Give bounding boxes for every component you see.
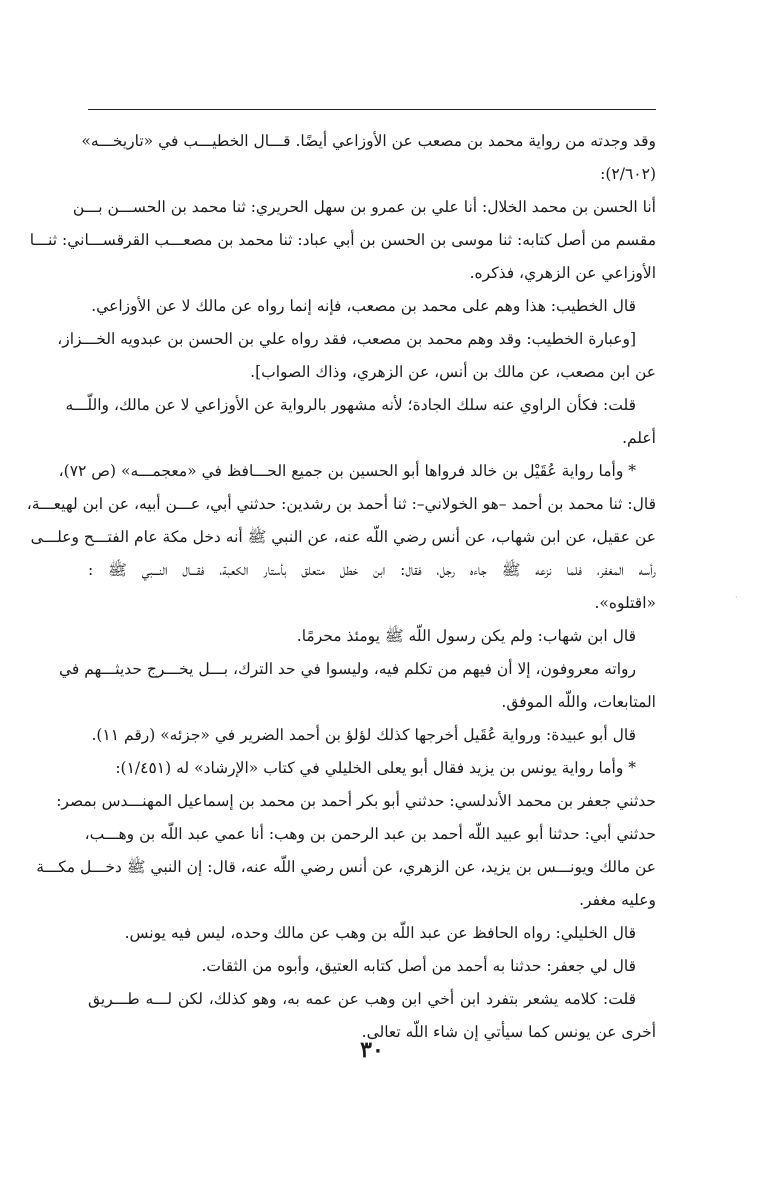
text-line: عن ابن مصعب، عن مالك بن أنس، عن الزهري، وذاك الصواب]. [250,363,656,381]
text-line: عن مالك ويونـــس بن يزيد، عن الزهري، عن أنس رضي اللّه عنه، قال: إن النبي ﷺ دخـــل مكـــة [36,858,656,876]
text-line: قلت: كلامه يشعر بتفرد ابن أخي ابن وهب عن عمه به، وهو كذلك، لكن لـــه طـــريق [88,990,636,1008]
text-line: «اقتلوه». [594,594,656,612]
text-line: رواته معروفون، إلا أن فيهم من تكلم فيه، وليسوا في حد الترك، بـــل يخـــرج حديثـــهم في [58,660,636,678]
text-line: * وأما رواية عُقَيْل بن خالد فرواها أبو الحسين بن جميع الحـــافظ في «معجمـــه» (ص ٧٢)، [58,462,636,480]
text-line: (٢/٦٠٢): [600,165,656,183]
margin-mark: · [735,593,738,602]
text-line: مقسم من أصل كتابه: ثنا موسى بن الحسن بن أبي عباد: ثنا محمد بن مصعـــب القرقســـاني: ثنـــا [29,231,656,249]
text-line: قال: ثنا محمد بن أحمد –هو الخولاني–: ثنا أحمد بن رشدين: حدثني أبي، عـــن أبيه، عن ابن لهيعـــة، [26,495,656,513]
text-line: [وعبارة الخطيب: وقد وهم محمد بن مصعب، فقد رواه علي بن الحسن بن عبدويه الخـــزاز، [57,330,636,348]
text-line: رأسه المغفر، فلما نزعه ﷺ جاءه رجل، فقال: ابن خطل متعلق بأستار الكعبة، فقـــال النـــبي ﷺ : [88,561,656,579]
text-line: * وأما رواية يونس بن يزيد فقال أبو يعلى الخليلي في كتاب «الإرشاد» له (١/٤٥١): [115,759,636,777]
document-page [26,95,656,1095]
text-line: قال أبو عبيدة: ورواية عُقَيل أخرجها كذلك لؤلؤ بن أحمد الضرير في «جزئه» (رقم ١١). [91,726,636,744]
text-line: حدثني أبي: حدثنا أبو عبيد اللّه أحمد بن عبد الرحمن بن وهب: أنا عمي عبد اللّه بن وهـــب، [84,825,656,843]
text-line: قلت: فكأن الراوي عنه سلك الجادة؛ لأنه مشهور بالرواية عن الأوزاعي لا عن مالك، واللّـــه [65,396,636,414]
text-line: وقد وجدته من رواية محمد بن مصعب عن الأوزاعي أيضًا. قـــال الخطيـــب في «تاريخـــه» [81,132,656,150]
text-line: قال ابن شهاب: ولم يكن رسول اللّه ﷺ يومئذ محرمًا. [296,627,636,645]
text-line: المتابعات، واللّه الموفق. [501,693,656,711]
text-line: وعليه مغفر. [579,891,656,909]
body-text [26,125,656,1049]
header-rule [88,109,656,110]
text-line: عن عقيل، عن ابن شهاب، عن أنس رضي اللّه عنه، عن النبي ﷺ أنه دخل مكة عام الفتـــح وعلـــى [30,528,656,546]
text-line: أنا الحسن بن محمد الخلال: أنا علي بن عمرو بن سهل الحريري: ثنا محمد بن الحســـن بـــن [72,198,656,216]
page-number: ٣٠ [360,1037,384,1063]
text-line: قال الخليلي: رواه الحافظ عن عبد اللّه بن وهب عن مالك وحده، ليس فيه يونس. [124,924,636,942]
text-line: قال الخطيب: هذا وهم على محمد بن مصعب، فإنه إنما رواه عن مالك لا عن الأوزاعي. [91,297,636,315]
text-line: قال لي جعفر: حدثنا به أحمد من أصل كتابه العتيق، وأبوه من الثقات. [201,957,636,975]
text-line: الأوزاعي عن الزهري، فذكره. [469,264,656,282]
text-line: أخرى عن يونس كما سيأتي إن شاء اللّه تعالى. [361,1023,656,1041]
text-line: حدثني جعفر بن محمد الأندلسي: حدثني أبو بكر أحمد بن محمد بن إسماعيل المهنـــدس بمصر: [56,792,656,810]
text-line: أعلم. [622,429,656,447]
